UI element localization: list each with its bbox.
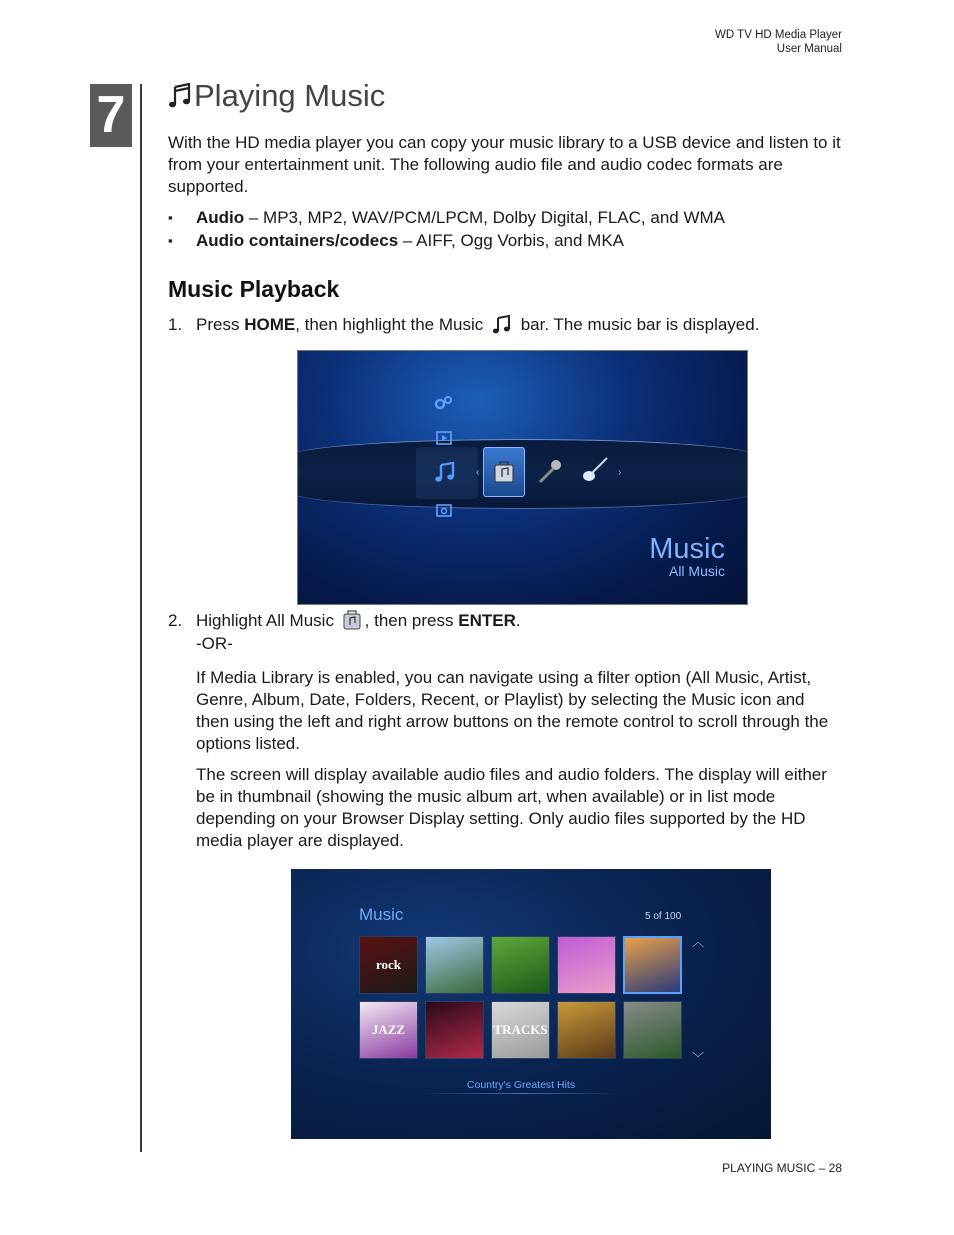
microphone-icon bbox=[536, 457, 564, 485]
selected-album-caption: Country's Greatest Hits bbox=[466, 1079, 576, 1091]
music-note-icon bbox=[434, 461, 456, 483]
step-text: . bbox=[515, 611, 521, 630]
step-text: Highlight All Music bbox=[196, 611, 339, 630]
chapter-number-box: 7 bbox=[90, 84, 132, 147]
chapter-rule bbox=[140, 84, 142, 1152]
header-product: WD TV HD Media Player bbox=[715, 29, 842, 41]
step-number: 1. bbox=[168, 315, 183, 334]
step-text: , then press bbox=[364, 611, 459, 630]
chapter-title bbox=[168, 78, 385, 114]
or-separator: -OR- bbox=[196, 634, 233, 653]
music-note-icon bbox=[492, 314, 512, 334]
all-music-icon bbox=[343, 610, 361, 630]
chevron-up-icon[interactable]: ︿ bbox=[692, 935, 705, 949]
bullet-text: – AIFF, Ogg Vorbis, and MKA bbox=[398, 231, 625, 250]
music-browser-screenshot bbox=[291, 869, 771, 1139]
bullet-marker: ▪ bbox=[168, 233, 173, 248]
chevron-right-icon: › bbox=[618, 467, 622, 478]
display-paragraph: The screen will display available audio files and audio folders. The display will either be in thumbnail (showing the music album art, when available) or in list mode depending on your Browser Display setting. Only audio files supported by the HD media player are displayed. bbox=[196, 765, 827, 850]
chevron-left-icon: ‹ bbox=[476, 467, 480, 478]
screen-subtitle: All Music bbox=[668, 563, 725, 579]
running-header bbox=[715, 28, 842, 56]
step-1 bbox=[168, 314, 759, 336]
chevron-down-icon[interactable]: ﹀ bbox=[692, 1051, 705, 1065]
music-note-icon bbox=[168, 83, 192, 109]
album-thumbnail[interactable] bbox=[425, 936, 484, 994]
album-thumbnail[interactable] bbox=[557, 1001, 616, 1059]
step-text: Press bbox=[196, 315, 245, 334]
list-item bbox=[168, 230, 848, 252]
section-heading: Music Playback bbox=[168, 276, 340, 302]
album-thumbnail[interactable] bbox=[425, 1001, 484, 1059]
album-thumbnail[interactable]: TRACKS bbox=[491, 1001, 550, 1059]
all-music-tile[interactable] bbox=[483, 447, 525, 497]
step-number: 2. bbox=[168, 611, 183, 630]
music-bar-screenshot bbox=[297, 350, 748, 605]
album-thumbnail[interactable] bbox=[491, 936, 550, 994]
intro-paragraph: With the HD media player you can copy your music library to a USB device and listen to it from your entertainment unit. The following audio file and audio codec formats are supported. bbox=[168, 133, 841, 196]
media-library-paragraph: If Media Library is enabled, you can navigate using a filter option (All Music, Artist, Genre, Album, Date, Folders, Recent, or Playlist) by selecting the Music icon and then using the left and right arrow buttons on the remote control to scroll through the options listed. bbox=[196, 668, 829, 753]
album-thumbnail[interactable]: rock bbox=[359, 936, 418, 994]
step-text: , then highlight the Music bbox=[295, 315, 488, 334]
format-list bbox=[168, 207, 848, 253]
list-item bbox=[168, 207, 848, 229]
guitar-icon bbox=[580, 455, 610, 485]
step-2 bbox=[168, 610, 521, 632]
caption-divider bbox=[421, 1093, 621, 1094]
video-icon bbox=[436, 431, 452, 445]
bullet-text: – MP3, MP2, WAV/PCM/LPCM, Dolby Digital, FLAC, and WMA bbox=[244, 208, 725, 227]
bullet-term: Audio containers/codecs bbox=[196, 231, 399, 250]
album-thumbnail[interactable]: JAZZ bbox=[359, 1001, 418, 1059]
bullet-marker: ▪ bbox=[168, 210, 173, 225]
header-doc: User Manual bbox=[776, 43, 842, 55]
key-name: HOME bbox=[244, 315, 296, 334]
step-text: bar. The music bar is displayed. bbox=[515, 315, 760, 334]
album-thumbnail[interactable] bbox=[557, 936, 616, 994]
screen-title: Music bbox=[649, 533, 725, 565]
page-footer: PLAYING MUSIC – 28 bbox=[722, 1161, 842, 1175]
bullet-term: Audio bbox=[196, 208, 245, 227]
album-thumbnail[interactable] bbox=[623, 936, 682, 994]
key-name: ENTER bbox=[458, 611, 516, 630]
item-counter: 5 of 100 bbox=[645, 911, 682, 922]
all-music-icon bbox=[493, 460, 515, 484]
screen-title: Music bbox=[359, 905, 404, 924]
album-thumbnail[interactable] bbox=[623, 1001, 682, 1059]
chapter-title-text: Playing Music bbox=[194, 78, 386, 113]
photo-icon bbox=[436, 503, 452, 517]
settings-icon bbox=[434, 395, 454, 411]
